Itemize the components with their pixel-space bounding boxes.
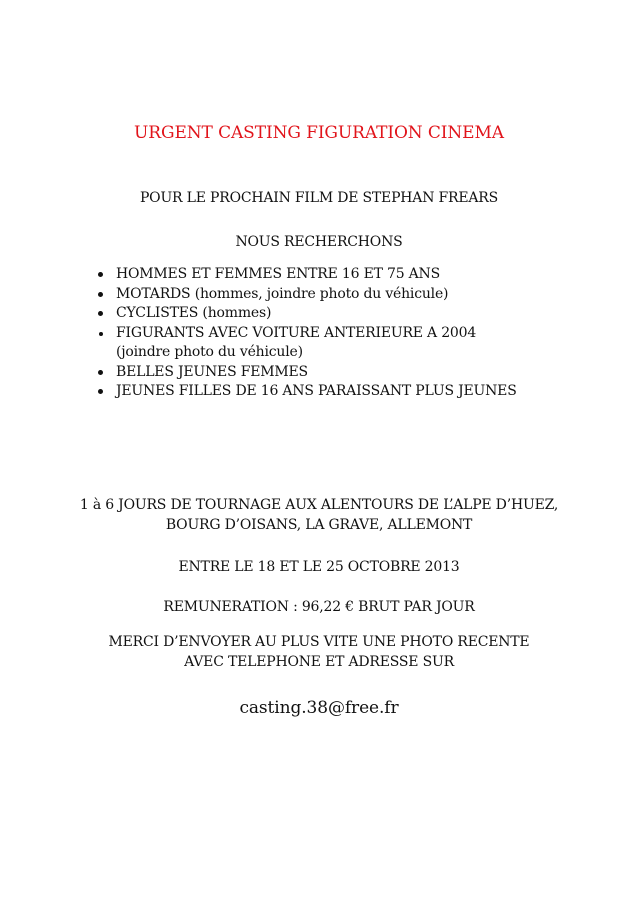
contact-email: casting.38@free.fr: [239, 698, 399, 718]
bullet-icon: [99, 332, 103, 336]
search-heading: NOUS RECHERCHONS: [235, 234, 403, 250]
shooting-days-line-2: BOURG D’OISANS, LA GRAVE, ALLEMONT: [165, 517, 473, 533]
list-item: [98, 265, 517, 285]
list-item-text: HOMMES ET FEMMES ENTRE 16 ET 75 ANS: [116, 266, 440, 282]
bullet-icon: [98, 311, 103, 316]
shooting-dates: ENTRE LE 18 ET LE 25 OCTOBRE 2013: [178, 559, 460, 575]
bullet-icon: [98, 370, 103, 375]
bullet-icon: [98, 389, 103, 394]
bullet-icon: [98, 272, 103, 277]
requirements-list: [98, 265, 517, 402]
contact-instructions-line-1: MERCI D’ENVOYER AU PLUS VITE UNE PHOTO RECENTE: [108, 634, 530, 650]
contact-instructions-line-2: AVEC TELEPHONE ET ADRESSE SUR: [184, 654, 454, 670]
remuneration-line: REMUNERATION : 96,22 € BRUT PAR JOUR: [163, 599, 475, 615]
film-subtitle: POUR LE PROCHAIN FILM DE STEPHAN FREARS: [139, 190, 499, 206]
list-item: [98, 304, 517, 324]
list-item-text: CYCLISTES (hommes): [116, 305, 272, 321]
list-item-text: JEUNES FILLES DE 16 ANS PARAISSANT PLUS JEUNES: [116, 383, 517, 399]
bullet-icon: [98, 292, 103, 297]
list-item: [98, 285, 517, 305]
list-item-text: FIGURANTS AVEC VOITURE ANTERIEURE A 2004: [116, 324, 477, 341]
list-item: [98, 363, 517, 383]
list-item-text: MOTARDS (hommes, joindre photo du véhicule): [116, 285, 449, 302]
list-item: [98, 324, 517, 363]
document-title: URGENT CASTING FIGURATION CINEMA: [134, 123, 504, 143]
list-item: [98, 382, 517, 402]
list-item-text: BELLES JEUNES FEMMES: [116, 363, 308, 380]
list-item-continuation: (joindre photo du véhicule): [116, 344, 303, 360]
shooting-days-line-1: 1 à 6 JOURS DE TOURNAGE AUX ALENTOURS DE L’ALPE D’HUEZ,: [79, 497, 559, 513]
